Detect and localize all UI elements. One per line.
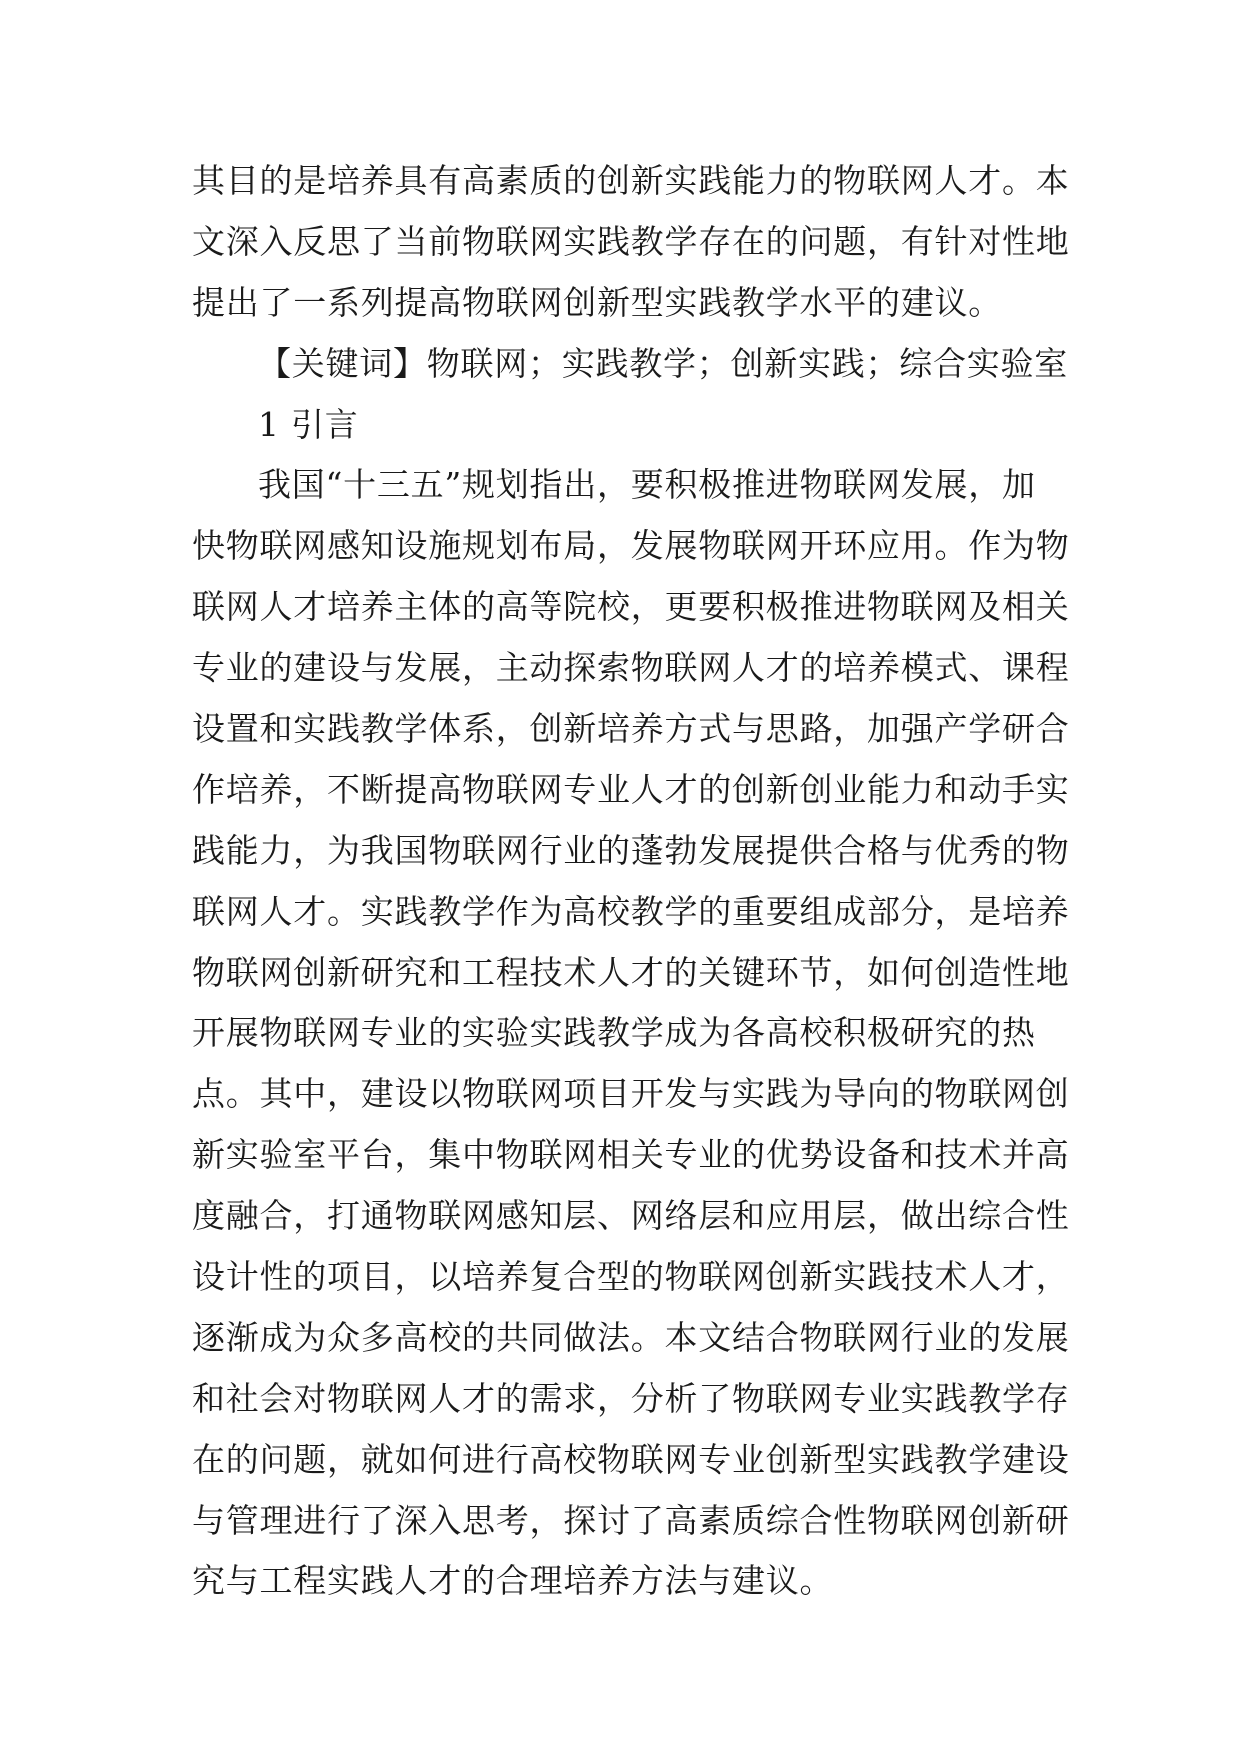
abstract-line: 其目的是培养具有高素质的创新实践能力的物联网人才。本 [192,161,1070,200]
intro-line: 逐渐成为众多高校的共同做法。本文结合物联网行业的发展 [192,1317,1070,1357]
abstract-line: 提出了一系列提高物联网创新型实践教学水平的建议。 [192,282,1002,322]
keywords-line: 【关键词】物联网；实践教学；创新实践；综合实验室 [258,343,1068,383]
intro-line: 我国“十三五”规划指出，要积极推进物联网发展，加 [258,465,1036,505]
intro-line: 物联网创新研究和工程技术人才的关键环节，如何创造性地 [192,952,1070,992]
intro-line: 开展物联网专业的实验实践教学成为各高校积极研究的热 [192,1013,1036,1053]
intro-line: 快物联网感知设施规划布局，发展物联网开环应用。作为物 [192,526,1070,566]
intro-line: 设置和实践教学体系，创新培养方式与思路，加强产学研合 [192,709,1070,749]
intro-line: 点。其中，建设以物联网项目开发与实践为导向的物联网创 [192,1074,1070,1114]
intro-line: 度融合，打通物联网感知层、网络层和应用层，做出综合性 [192,1196,1070,1236]
abstract-line: 文深入反思了当前物联网实践教学存在的问题，有针对性地 [192,221,1070,261]
document-body [192,151,1070,1612]
intro-line: 新实验室平台，集中物联网相关专业的优势设备和技术并高 [192,1135,1070,1175]
intro-line: 作培养，不断提高物联网专业人才的创新创业能力和动手实 [192,769,1070,809]
intro-line: 在的问题，就如何进行高校物联网专业创新型实践教学建设 [192,1439,1070,1479]
section-heading: 1 引言 [258,404,359,444]
intro-line: 践能力，为我国物联网行业的蓬勃发展提供合格与优秀的物 [192,830,1070,870]
intro-line: 联网人才。实践教学作为高校教学的重要组成部分，是培养 [192,891,1070,931]
intro-line: 设计性的项目，以培养复合型的物联网创新实践技术人才， [192,1257,1070,1297]
intro-line: 与管理进行了深入思考，探讨了高素质综合性物联网创新研 [192,1500,1070,1540]
intro-line: 和社会对物联网人才的需求，分析了物联网专业实践教学存 [192,1378,1070,1418]
intro-line: 联网人才培养主体的高等院校，更要积极推进物联网及相关 [192,587,1070,627]
intro-line: 究与工程实践人才的合理培养方法与建议。 [192,1561,834,1601]
intro-line: 专业的建设与发展，主动探索物联网人才的培养模式、课程 [192,648,1070,688]
